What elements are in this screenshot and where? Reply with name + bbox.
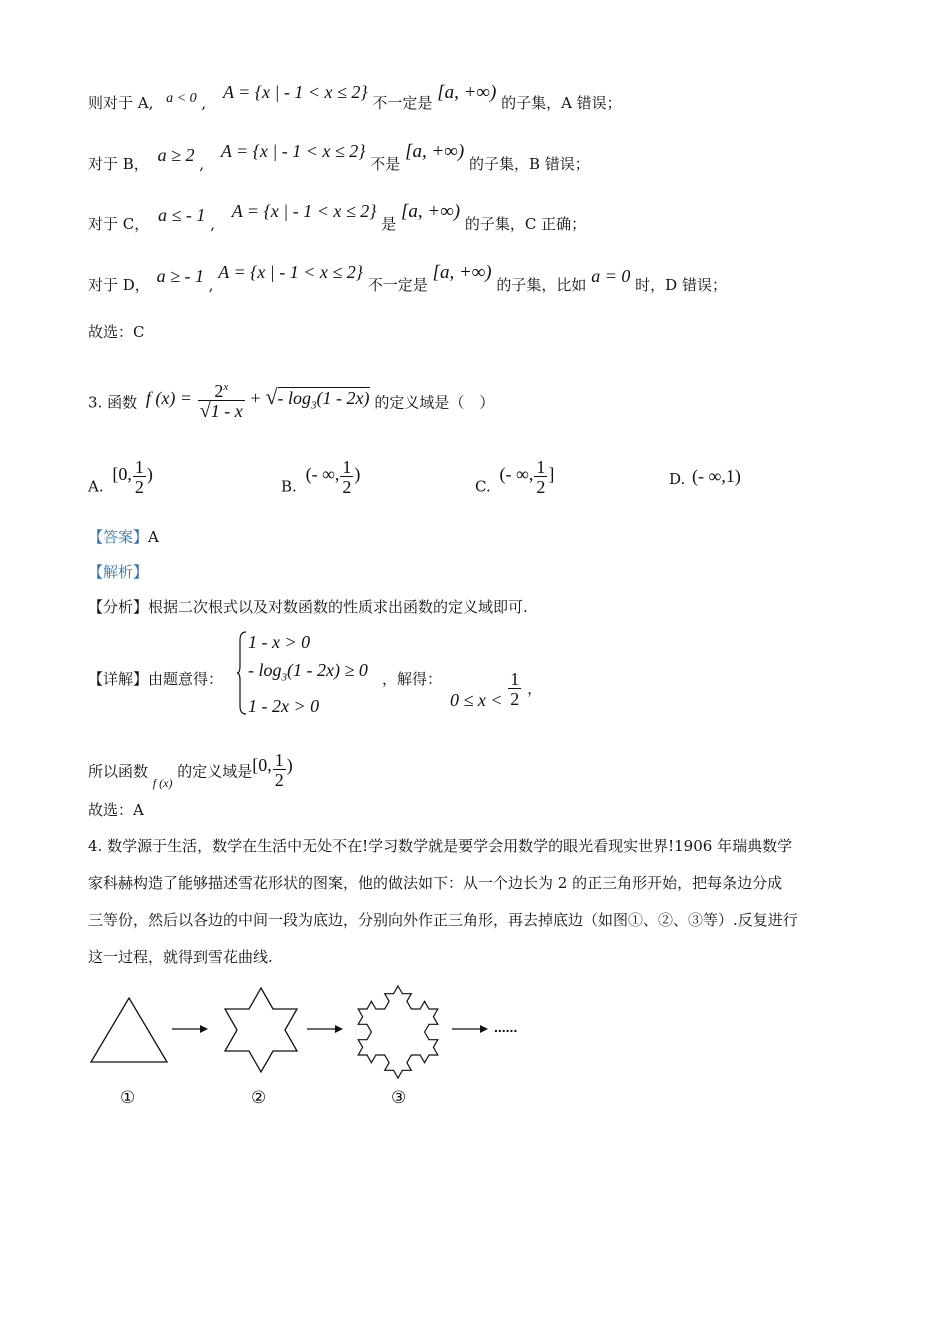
detail-line bbox=[88, 669, 223, 689]
option-c-analysis: 对于 C， a ≤ - 1 , A = {x | - 1 < x ≤ 2} 是 [a, +∞) 的子集，C 正确； bbox=[88, 201, 587, 233]
sqrt-log-term: √- $\log_3(1 - 2x)$ bbox=[265, 383, 370, 412]
option-b-post: 的子集，B 错误； bbox=[468, 155, 590, 173]
choice-a-num: 1 bbox=[134, 457, 144, 477]
option-d-analysis: 对于 D， a ≥ - 1 , A = {x | - 1 < x ≤ 2} 不一定是 [a, +∞) 的子集，比如 a = 0 时，D 错误； bbox=[88, 262, 727, 294]
figure-label-3: ③ bbox=[391, 1088, 407, 1108]
choice-b-den: 2 bbox=[342, 477, 352, 497]
option-a-condition: a < 0 bbox=[166, 91, 197, 106]
choice-b-fraction bbox=[340, 458, 353, 497]
system-row-2-log: - log bbox=[248, 660, 282, 680]
plus-sign: + bbox=[250, 387, 261, 408]
fraction-denominator: 1 - x bbox=[210, 401, 243, 421]
set-a-expression: A = {x | - 1 < x ≤ 2} bbox=[220, 141, 366, 161]
choice-b-post: ) bbox=[354, 463, 361, 484]
system-row-3: 1 - 2x > 0 bbox=[248, 695, 320, 716]
option-a-mid: 不一定是 bbox=[372, 94, 433, 112]
option-c-prefix: 对于 C， bbox=[88, 215, 150, 233]
question-4-line-4: 这一过程，就得到雪花曲线. bbox=[88, 948, 273, 966]
system-brace bbox=[236, 630, 248, 716]
domain-mid: 的定义域是 bbox=[177, 762, 253, 781]
function-lhs: f (x) = bbox=[145, 387, 192, 408]
conclusion-c: 故选：C bbox=[88, 323, 145, 341]
fraction-numerator: 2 bbox=[214, 381, 224, 401]
solution-den: 2 bbox=[510, 689, 520, 709]
option-b-condition: a ≥ 2 bbox=[157, 145, 195, 165]
detail-text: 由题意得： bbox=[148, 670, 224, 688]
option-c-post: 的子集，C 正确； bbox=[464, 215, 587, 233]
option-c-condition: a ≤ - 1 bbox=[158, 205, 206, 225]
option-b-analysis: 对于 B， a ≥ 2 , A = {x | - 1 < x ≤ 2} 不是 [a, +∞) 的子集，B 错误； bbox=[88, 141, 590, 173]
log-base: 3 bbox=[311, 399, 317, 412]
detail-tag: 【详解】 bbox=[88, 670, 149, 688]
koch-figure bbox=[80, 975, 540, 1115]
figure-label-2: ② bbox=[251, 1088, 267, 1108]
choice-c-label: C. bbox=[475, 477, 491, 496]
system-row-2-base: 3 bbox=[281, 671, 287, 684]
option-b-mid: 不是 bbox=[370, 155, 401, 173]
solution-fraction bbox=[508, 670, 521, 709]
option-c-mid: 是 bbox=[381, 215, 397, 233]
system-row-1: 1 - x > 0 bbox=[248, 632, 311, 652]
question-3-suffix: 的定义域是（ ） bbox=[374, 393, 495, 412]
option-d-post1: 的子集，比如 bbox=[496, 276, 587, 294]
arrow-1 bbox=[172, 1025, 208, 1033]
system-row-2 bbox=[248, 656, 368, 692]
domain-fraction bbox=[273, 751, 286, 790]
option-d-post2: 时，D 错误； bbox=[635, 276, 727, 294]
ellipsis: ...... bbox=[494, 1019, 518, 1035]
figure-label-1: ① bbox=[120, 1088, 136, 1108]
option-d-prefix: 对于 D， bbox=[88, 276, 150, 294]
numerator-exponent: x bbox=[223, 381, 229, 393]
choice-a-pre: [0, bbox=[112, 463, 132, 484]
triangle-shape bbox=[91, 998, 167, 1062]
choice-b-pre: (- ∞, bbox=[305, 463, 340, 484]
interval-expression: [a, +∞) bbox=[405, 141, 465, 162]
option-d-condition: a ≥ - 1 bbox=[156, 266, 204, 286]
inequality-system bbox=[248, 628, 368, 720]
domain-int-post: ) bbox=[286, 754, 293, 775]
choice-b[interactable] bbox=[281, 457, 361, 507]
question-4-line-3: 三等份，然后以各边的中间一段为底边，分别向外作正三角形，再去掉底边（如图①、②、③等）.反复进行 bbox=[88, 911, 798, 929]
fenxi-line bbox=[88, 597, 528, 617]
choice-a-post: ) bbox=[146, 463, 153, 484]
log-argument: (1 - 2x) bbox=[316, 387, 370, 408]
set-a-expression: A = {x | - 1 < x ≤ 2} bbox=[231, 201, 377, 221]
solve-text: ，解得： bbox=[382, 670, 443, 688]
option-a-prefix: 则对于 A, bbox=[88, 94, 154, 112]
option-a-analysis: 则对于 A, a < 0 , A = {x | - 1 < x ≤ 2} 不一定是 [a, +∞) 的子集，A 错误； bbox=[88, 82, 622, 112]
answer-value: A bbox=[148, 528, 159, 546]
option-a-post: 的子集，A 错误； bbox=[501, 94, 622, 112]
domain-function: f (x) bbox=[152, 775, 173, 790]
choice-b-label: B. bbox=[281, 477, 297, 496]
fenxi-text: 根据二次根式以及对数函数的性质求出函数的定义域即可. bbox=[148, 598, 528, 616]
solution-num: 1 bbox=[510, 669, 520, 689]
solution-post: ， bbox=[527, 679, 543, 698]
domain-num: 1 bbox=[274, 750, 284, 770]
log-part: - log bbox=[277, 387, 312, 408]
choice-c-fraction bbox=[534, 458, 547, 497]
option-d-example: a = 0 bbox=[591, 266, 631, 286]
interval-expression: [a, +∞) bbox=[401, 201, 461, 222]
choice-c-num: 1 bbox=[536, 457, 546, 477]
choice-c-post: ] bbox=[548, 463, 555, 484]
domain-pre: 所以函数 bbox=[88, 762, 149, 781]
choice-a-den: 2 bbox=[134, 477, 144, 497]
choice-a[interactable] bbox=[88, 457, 153, 507]
system-row-2-arg: (1 - 2x) ≥ 0 bbox=[287, 660, 368, 680]
answer-line bbox=[88, 527, 159, 547]
question-3-prefix: 3. 函数 bbox=[88, 393, 138, 412]
arrow-2 bbox=[307, 1025, 343, 1033]
choice-c[interactable] bbox=[475, 457, 555, 507]
question-4-line-1: 4. 数学源于生活，数学在生活中无处不在!学习数学就是要学会用数学的眼光看现实世界!1906 年瑞典数学 bbox=[88, 837, 793, 855]
choice-d[interactable] bbox=[669, 468, 741, 489]
choice-a-fraction bbox=[133, 458, 146, 497]
analysis-tag: 【解析】 bbox=[88, 563, 149, 581]
domain-den: 2 bbox=[274, 770, 284, 790]
choice-a-label: A. bbox=[88, 477, 104, 496]
interval-expression: [a, +∞) bbox=[437, 82, 497, 103]
set-a-expression: A = {x | - 1 < x ≤ 2} bbox=[222, 82, 368, 102]
solution bbox=[450, 670, 542, 709]
conclusion-a: 故选：A bbox=[88, 801, 144, 819]
choice-d-label: D. bbox=[669, 470, 686, 488]
answer-tag: 【答案】 bbox=[88, 528, 149, 546]
arrow-3 bbox=[452, 1025, 488, 1033]
question-3 bbox=[88, 382, 494, 425]
option-b-prefix: 对于 B， bbox=[88, 155, 149, 173]
option-d-mid: 不一定是 bbox=[367, 276, 428, 294]
choice-d-pre: (- ∞,1) bbox=[692, 466, 741, 486]
choice-c-den: 2 bbox=[536, 477, 546, 497]
function-fraction: $\frac{2^x}{√1 - x}$ bbox=[198, 378, 245, 421]
domain-int-pre: [0, bbox=[252, 754, 272, 775]
question-4-line-2: 家科赫构造了能够描述雪花形状的图案，他的做法如下：从一个边长为 2 的正三角形开始，把每条边分成 bbox=[88, 874, 783, 892]
choice-b-num: 1 bbox=[342, 457, 352, 477]
hexagram-shape bbox=[225, 988, 297, 1072]
fenxi-tag: 【分析】 bbox=[88, 598, 149, 616]
koch-snowflake-shape bbox=[358, 986, 438, 1078]
domain-line bbox=[88, 750, 293, 792]
set-a-expression: A = {x | - 1 < x ≤ 2} bbox=[218, 262, 363, 282]
interval-expression: [a, +∞) bbox=[432, 262, 492, 283]
solution-pre: 0 ≤ x < bbox=[450, 689, 503, 710]
choice-c-pre: (- ∞, bbox=[499, 463, 534, 484]
